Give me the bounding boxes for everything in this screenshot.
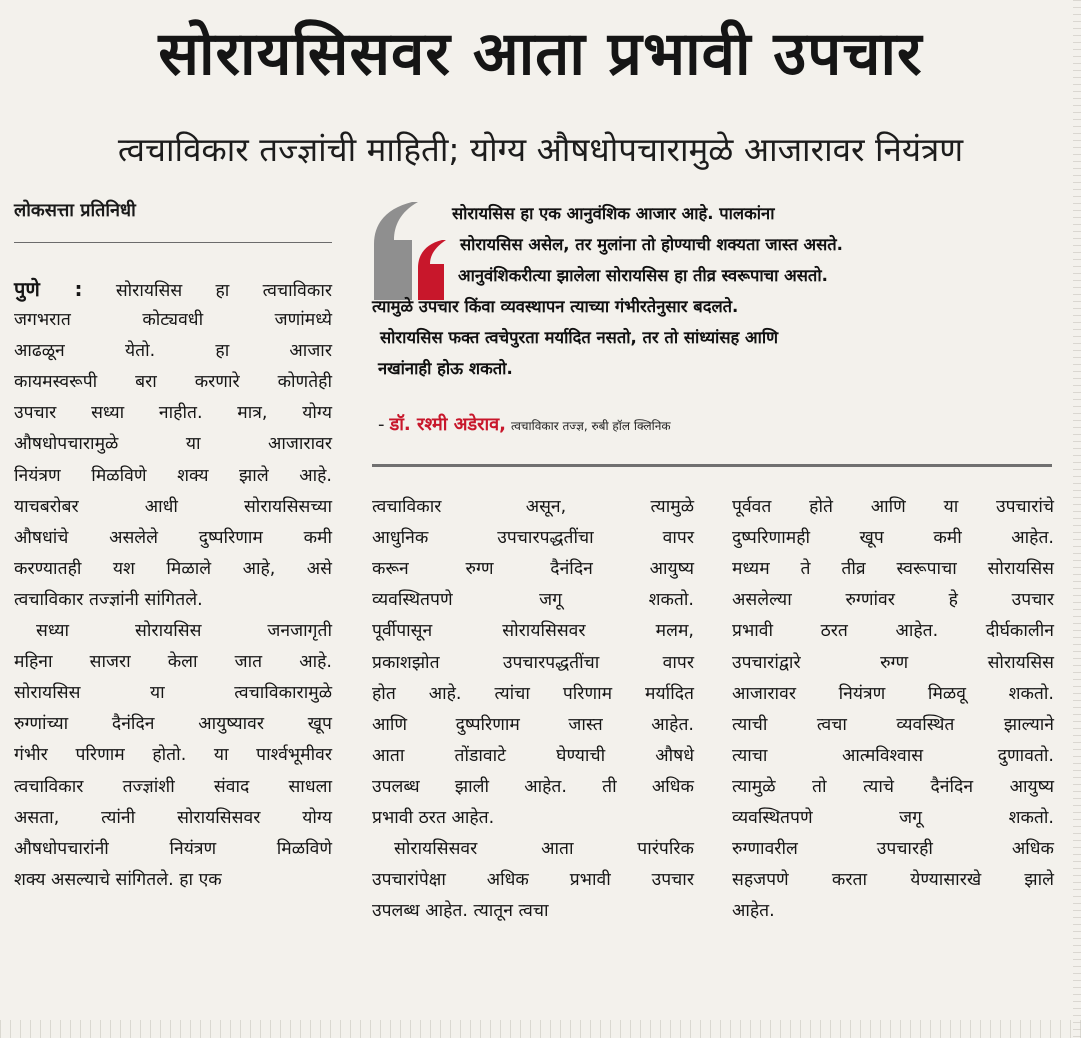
article-line: रुग्णांच्या दैनंदिन आयुष्यावर खूप: [14, 714, 332, 735]
quote-mark-icon: [372, 200, 447, 300]
pull-quote-line: सोरायसिस हा एक आनुवंशिक आजार आहे. पालकांना: [452, 204, 775, 223]
attribution-dash: -: [378, 414, 385, 435]
article-line: उपचार सध्या नाहीत. मात्र, योग्य: [14, 403, 332, 424]
article-line: शक्य असल्याचे सांगितले. हा एक: [14, 869, 222, 890]
byline: लोकसत्ता प्रतिनिधी: [14, 200, 136, 221]
article-line: करून रुग्ण दैनंदिन आयुष्य: [372, 559, 694, 580]
first-line-text: सोरायसिस हा त्वचाविकार: [115, 281, 333, 301]
pull-quote-line: सोरायसिस फक्त त्वचेपुरता मर्यादित नसतो, तर तो सांध्यांसह आणि: [380, 328, 779, 347]
dateline: पुणे :: [14, 277, 83, 301]
article-line: आणि दुष्परिणाम जास्त आहेत.: [372, 714, 694, 735]
page-edge-right: [1073, 0, 1081, 1038]
article-line: सोरायसिस या त्वचाविकारामुळे: [14, 683, 332, 704]
headline: सोरायसिसवर आता प्रभावी उपचार: [158, 19, 923, 89]
article-line: आजारावर नियंत्रण मिळवू शकतो.: [732, 683, 1054, 704]
attribution-name: डॉ. रश्मी अडेराव,: [389, 414, 506, 435]
article-line: औषधोपचारांनी नियंत्रण मिळविणे: [14, 838, 332, 859]
article-line: त्वचाविकार तज्ज्ञांशी संवाद साधला: [14, 776, 332, 797]
pull-quote-line: त्यामुळे उपचार किंवा व्यवस्थापन त्याच्या गंभीरतेनुसार बदलते.: [372, 297, 739, 316]
article-line: कायमस्वरूपी बरा करणारे कोणतेही: [14, 372, 332, 393]
article-line: असलेल्या रुग्णांवर हे उपचार: [732, 590, 1054, 611]
article-line: उपलब्ध झाली आहेत. ती अधिक: [372, 776, 694, 797]
article-line: प्रकाशझोत उपचारपद्धतींचा वापर: [372, 652, 694, 673]
article-line: औषधोपचारामुळे या आजारावर: [14, 434, 332, 455]
article-line: उपचारांपेक्षा अधिक प्रभावी उपचार: [372, 870, 694, 891]
article-line: प्रभावी ठरत आहेत.: [372, 808, 495, 828]
article-line: गंभीर परिणाम होतो. या पार्श्वभूमीवर: [14, 745, 332, 766]
article-line: पूर्ववत होते आणि या उपचारांचे: [732, 497, 1054, 517]
article-line: उपलब्ध आहेत. त्यातून त्वचा: [372, 901, 549, 922]
pull-quote-line: आनुवंशिकरीत्या झालेला सोरायसिस हा तीव्र स्वरूपाचा असतो.: [458, 266, 828, 285]
article-line: जगभरात कोट्यवधी जणांमध्ये: [14, 310, 332, 330]
byline-divider: [14, 242, 332, 243]
article-line: सहजपणे करता येण्यासारखे झाले: [732, 870, 1054, 891]
article-line: रुग्णावरील उपचारही अधिक: [732, 839, 1054, 860]
article-line: उपचारांद्वारे रुग्ण सोरायसिस: [732, 652, 1054, 673]
col1-first-line: [14, 274, 332, 307]
article-line: नियंत्रण मिळविणे शक्य झाले आहे.: [14, 465, 332, 486]
article-line: याचबरोबर आधी सोरायसिसच्या: [14, 496, 332, 517]
article-line: महिना साजरा केला जात आहे.: [14, 652, 332, 673]
article-line: त्याची त्वचा व्यवस्थित झाल्याने: [732, 714, 1054, 735]
pull-quote-divider: [372, 464, 1052, 467]
article-line: असता, त्यांनी सोरायसिसवर योग्य: [14, 807, 332, 828]
article-line: आहेत.: [732, 901, 775, 922]
article-line: सोरायसिसवर आता पारंपरिक: [394, 839, 694, 860]
article-line: दुष्परिणामही खूप कमी आहेत.: [732, 528, 1054, 549]
article-line: त्यामुळे तो त्याचे दैनंदिन आयुष्य: [732, 776, 1054, 797]
subheadline: त्वचाविकार तज्ज्ञांची माहिती; योग्य औषधोपचारामुळे आजारावर नियंत्रण: [117, 130, 964, 169]
article-line: व्यवस्थितपणे जगू शकतो.: [732, 808, 1054, 828]
pull-quote-line: सोरायसिस असेल, तर मुलांना तो होण्याची शक्यता जास्त असते.: [460, 235, 843, 254]
article-line: सध्या सोरायसिस जनजागृती: [36, 621, 332, 641]
article-line: औषधांचे असलेले दुष्परिणाम कमी: [14, 527, 332, 548]
pull-quote-line: नखांनाही होऊ शकतो.: [378, 359, 513, 378]
article-line: करण्यातही यश मिळाले आहे, असे: [14, 558, 332, 579]
article-line: त्याचा आत्मविश्वास दुणावतो.: [732, 745, 1054, 766]
article-line: त्वचाविकार तज्ज्ञांनी सांगितले.: [14, 589, 203, 610]
article-line: आता तोंडावाटे घेण्याची औषधे: [372, 745, 694, 766]
article-line: त्वचाविकार असून, त्यामुळे: [372, 497, 694, 517]
article-line: आढळून येतो. हा आजार: [14, 341, 332, 362]
article-line: प्रभावी ठरत आहेत. दीर्घकालीन: [732, 621, 1054, 642]
attribution-role: त्वचाविकार तज्ज्ञ, रुबी हॉल क्लिनिक: [511, 419, 671, 433]
article-line: आधुनिक उपचारपद्धतींचा वापर: [372, 528, 694, 549]
quote-attribution: [378, 410, 671, 441]
article-line: पूर्वीपासून सोरायसिसवर मलम,: [372, 621, 694, 642]
article-line: मध्यम ते तीव्र स्वरूपाचा सोरायसिस: [732, 559, 1054, 580]
article-line: व्यवस्थितपणे जगू शकतो.: [372, 590, 694, 611]
page-edge-strip: [0, 1020, 1081, 1038]
article-line: होत आहे. त्यांचा परिणाम मर्यादित: [372, 683, 694, 704]
